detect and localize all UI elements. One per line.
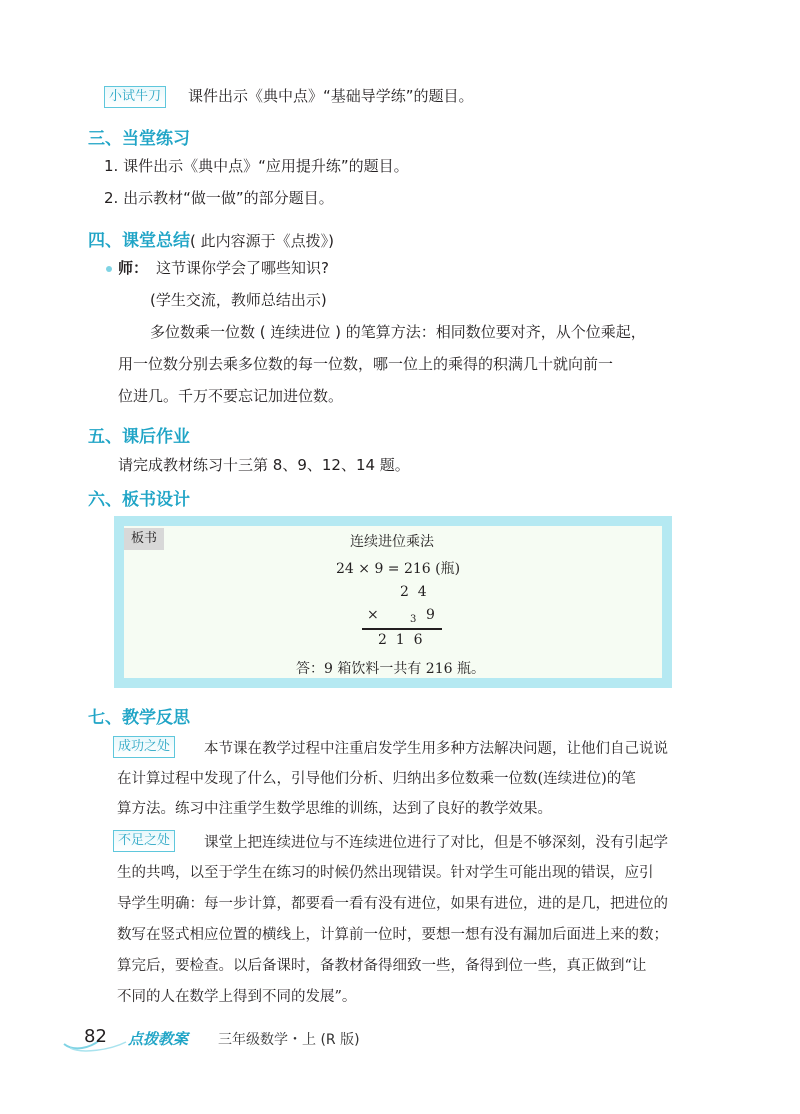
teacher-label: 师： (118, 259, 149, 277)
book-title: 三年级数学・上 (R 版) (218, 1032, 360, 1048)
practice-item-1: 1. 课件出示《典中点》“应用提升练”的题目。 (104, 157, 409, 175)
success-line-1: 本节课在教学过程中注重启发学生用多种方法解决问题，让他们自己说说 (204, 741, 668, 757)
summary-line-3: 位进几。千万不要忘记加进位数。 (118, 387, 344, 405)
success-line-3: 算方法。练习中注重学生数学思维的训练，达到了良好的教学效果。 (117, 801, 552, 817)
section-heading-reflection: 七、教学反思 (88, 708, 190, 728)
teacher-question: 这节课你学会了哪些知识? (156, 259, 329, 277)
section-heading-homework: 五、课后作业 (88, 427, 190, 447)
section-heading-practice: 三、当堂练习 (88, 129, 190, 149)
section-heading-summary (88, 226, 334, 251)
board-answer: 答：9 箱饮料一共有 216 瓶。 (296, 661, 485, 677)
board-vertical-line (362, 628, 442, 630)
student-note: (学生交流，教师总结出示) (150, 291, 327, 309)
board-multiplicand: 2 4 (400, 584, 427, 600)
board-label: 板书 (124, 528, 164, 550)
board-result: 2 1 6 (378, 632, 423, 648)
shortcoming-tag: 不足之处 (113, 830, 175, 852)
board-times-sign: × (367, 607, 379, 623)
shortcoming-line-6: 不同的人在数学上得到不同的发展”。 (117, 989, 357, 1005)
summary-line-1: 多位数乘一位数 ( 连续进位 ) 的笔算方法：相同数位要对齐，从个位乘起， (150, 323, 646, 341)
homework-text: 请完成教材练习十三第 8、9、12、14 题。 (118, 456, 410, 474)
page-number: 82 (84, 1026, 107, 1047)
summary-line-2: 用一位数分别去乘多位数的每一位数，哪一位上的乘得的积满几十就向前一 (118, 355, 614, 373)
intro-text: 课件出示《典中点》“基础导学练”的题目。 (188, 87, 474, 105)
shortcoming-line-1: 课堂上把连续进位与不连续进位进行了对比，但是不够深刻，没有引起学 (204, 835, 668, 851)
book-logo: 点拨教案 (128, 1030, 189, 1048)
success-tag: 成功之处 (113, 736, 175, 758)
bullet-icon (106, 266, 112, 272)
shortcoming-line-3: 导学生明确：每一步计算，都要看一看有没有进位，如果有进位，进的是几，把进位的 (117, 896, 668, 912)
section-heading-board: 六、板书设计 (88, 490, 190, 510)
shortcoming-line-5: 算完后，要检查。以后备课时，备教材备得细致一些，备得到位一些，真正做到“让 (117, 958, 647, 974)
board-carry-digit: 3 (410, 614, 417, 625)
summary-source-note: ( 此内容源于《点拨》) (190, 232, 334, 250)
board-title: 连续进位乘法 (350, 534, 434, 550)
shortcoming-line-4: 数写在竖式相应位置的横线上，计算前一位时，要想一想有没有漏加后面进上来的数； (117, 927, 668, 943)
success-line-2: 在计算过程中发现了什么，引导他们分析、归纳出多位数乘一位数(连续进位)的笔 (117, 771, 636, 787)
board-equation: 24 × 9 = 216 (瓶) (336, 561, 461, 577)
shortcoming-line-2: 生的共鸣，以至于学生在练习的时候仍然出现错误。针对学生可能出现的错误，应引 (117, 865, 654, 881)
board-multiplier: 9 (426, 607, 435, 623)
practice-tag: 小试牛刀 (104, 86, 166, 108)
practice-item-2: 2. 出示教材“做一做”的部分题目。 (104, 189, 334, 207)
summary-heading-text: 四、课堂总结 (88, 231, 190, 251)
